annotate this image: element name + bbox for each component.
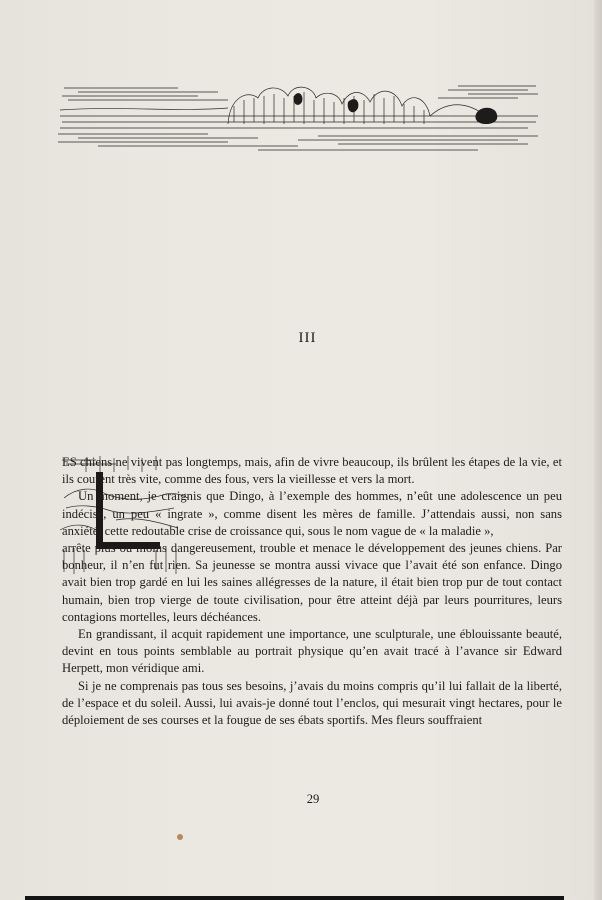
paragraph: Si je ne comprenais pas tous ses besoins, j’avais du moins compris qu’il lui fallait de la liberté, de l’espace et du soleil. Aussi, lui avais-je donné tout l’enclos, qui mesurait vingt hectares, pour le déploiement de ses courses et la fougue de ses ébats sportifs. Mes fleurs souffraient (62, 678, 562, 728)
body-text (62, 454, 562, 729)
landscape-engraving-icon (58, 76, 540, 156)
page-edge (594, 0, 602, 900)
paragraph-wrapped: Un moment, je craignis que Dingo, à l’exemple des hommes, n’eût une adolescence un peu indécise, un peu « ingrate », comme disent les mères de famille. J’attendais aussi, non sans anxiété, cette redoutable crise de croissance qui, sous le nom vague de « la maladie », (62, 489, 562, 538)
paragraph-first: ES chiens ne vivent pas longtemps, mais, afin de vivre beaucoup, ils brûlent les étapes de la vie, et ils courent très vite, comme des fous, vers la vieillesse et vers la mort. (62, 455, 562, 487)
chapter-number: III (298, 330, 317, 346)
bottom-border (25, 896, 564, 900)
paragraph: En grandissant, il acquit rapidement une importance, une sculpturale, une éblouissante beauté, devint en tous points semblable au portrait physique qu’en avait tracé à l’avance sir Edward Herpett, mon véridique ami. (62, 627, 562, 676)
page-number: 29 (306, 792, 320, 806)
paper-stain (177, 834, 183, 840)
paragraph-continued: arrête plus ou moins dangereusement, trouble et menace le développement des jeunes chiens. Par bonheur, il n’en fut rien. Sa jeunesse se montra aussi vivace que l’avait été son enfance. Dingo avait bien trop gardé en lui les saines allégresses de la nature, il était bien trop pur de tout contact humain, bien trop vierge de toute civilisation, pour être atteint déjà par leurs pourritures, leurs contagions mortelles, leurs déchéances. (62, 541, 562, 624)
